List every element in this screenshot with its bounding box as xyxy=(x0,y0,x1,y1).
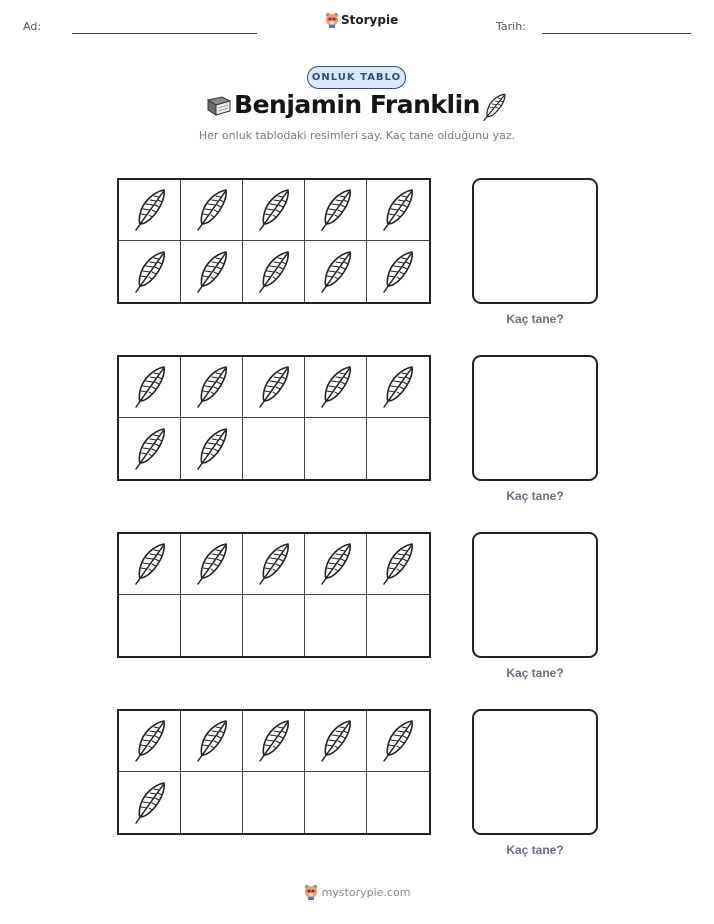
answer-box[interactable] xyxy=(472,709,598,835)
ten-frame xyxy=(117,709,431,835)
feather-quill-icon xyxy=(254,718,294,764)
feather-quill-icon xyxy=(130,718,170,764)
feather-quill-icon xyxy=(254,249,294,295)
feather-quill-icon xyxy=(192,249,232,295)
answer-label: Kaç tane? xyxy=(506,489,564,503)
date-line[interactable] xyxy=(542,33,691,34)
feather-quill-icon xyxy=(130,426,170,472)
name-line[interactable] xyxy=(72,33,257,34)
feather-quill-icon xyxy=(254,187,294,233)
ten-frame-cell xyxy=(119,772,181,833)
feather-quill-icon xyxy=(316,249,356,295)
ten-frame-cell xyxy=(367,534,429,595)
ten-frame-cell xyxy=(367,772,429,833)
ten-frame-cell xyxy=(367,180,429,241)
section-badge: ONLUK TABLO xyxy=(307,66,406,89)
name-label: Ad: xyxy=(23,20,42,33)
feather-quill-icon xyxy=(378,541,418,587)
ten-frame-cell xyxy=(181,772,243,833)
ten-frame-cell xyxy=(181,711,243,772)
ten-frame-cell xyxy=(367,711,429,772)
answer-box[interactable] xyxy=(472,355,598,481)
answer-box[interactable] xyxy=(472,178,598,304)
feather-quill-icon xyxy=(192,187,232,233)
ten-frame xyxy=(117,355,431,481)
brand-name: Storypie xyxy=(341,13,399,27)
ten-frame-cell xyxy=(367,418,429,479)
ten-frame-cell xyxy=(181,595,243,656)
feather-quill-icon xyxy=(316,541,356,587)
ten-frame-cell xyxy=(119,711,181,772)
ten-frame-cell xyxy=(181,241,243,302)
ten-frame-cell xyxy=(243,595,305,656)
feather-quill-icon xyxy=(130,187,170,233)
feather-quill-icon xyxy=(130,364,170,410)
ten-frame-cell xyxy=(305,711,367,772)
ten-frame-cell xyxy=(243,241,305,302)
ten-frame-cell xyxy=(119,534,181,595)
feather-quill-icon xyxy=(378,718,418,764)
ten-frame-cell xyxy=(181,357,243,418)
feather-quill-icon xyxy=(130,541,170,587)
feather-quill-icon xyxy=(254,364,294,410)
answer-label: Kaç tane? xyxy=(506,843,564,857)
brand-logo xyxy=(325,12,398,28)
ten-frame-cell xyxy=(305,241,367,302)
footer xyxy=(0,884,714,900)
feather-quill-icon xyxy=(192,426,232,472)
ten-frame-cell xyxy=(181,534,243,595)
footer-url[interactable]: mystorypie.com xyxy=(321,885,411,899)
feather-quill-icon xyxy=(192,718,232,764)
bear-mascot-icon xyxy=(325,12,339,28)
feather-quill-icon xyxy=(316,364,356,410)
answer-box[interactable] xyxy=(472,532,598,658)
ten-frame xyxy=(117,532,431,658)
page-title: Benjamin Franklin xyxy=(234,90,480,119)
ten-frame-cell xyxy=(119,595,181,656)
ten-frame-cell xyxy=(243,534,305,595)
feather-quill-icon xyxy=(316,718,356,764)
ten-frame-cell xyxy=(305,418,367,479)
ten-frame-cell xyxy=(119,241,181,302)
ten-frame-cell xyxy=(305,595,367,656)
ten-frame-cell xyxy=(367,595,429,656)
ten-frame-cell xyxy=(367,357,429,418)
ten-frame-cell xyxy=(119,357,181,418)
bear-mascot-icon xyxy=(304,884,318,900)
feather-quill-icon xyxy=(130,780,170,826)
date-label: Tarih: xyxy=(496,20,526,33)
feather-quill-icon xyxy=(192,364,232,410)
ten-frame-cell xyxy=(181,418,243,479)
ten-frame-cell xyxy=(305,180,367,241)
feather-quill-icon xyxy=(316,187,356,233)
ten-frame-cell xyxy=(305,772,367,833)
feather-quill-icon xyxy=(130,249,170,295)
ten-frame-cell xyxy=(243,357,305,418)
feather-quill-icon xyxy=(192,541,232,587)
answer-label: Kaç tane? xyxy=(506,312,564,326)
ten-frame-cell xyxy=(305,534,367,595)
ten-frame-cell xyxy=(243,180,305,241)
ten-frame-cell xyxy=(119,180,181,241)
ten-frame-cell xyxy=(243,711,305,772)
ten-frame-cell xyxy=(243,418,305,479)
ten-frame-cell xyxy=(243,772,305,833)
ten-frame-cell xyxy=(181,180,243,241)
feather-quill-icon xyxy=(378,187,418,233)
feather-quill-icon xyxy=(254,541,294,587)
answer-label: Kaç tane? xyxy=(506,666,564,680)
instructions: Her onluk tablodaki resimleri say. Kaç tane olduğunu yaz. xyxy=(198,129,516,142)
ten-frame-cell xyxy=(119,418,181,479)
feather-quill-icon xyxy=(378,364,418,410)
ten-frame-cell xyxy=(305,357,367,418)
feather-quill-icon xyxy=(378,249,418,295)
ten-frame xyxy=(117,178,431,304)
ten-frame-cell xyxy=(367,241,429,302)
feather-quill-icon xyxy=(480,91,510,123)
